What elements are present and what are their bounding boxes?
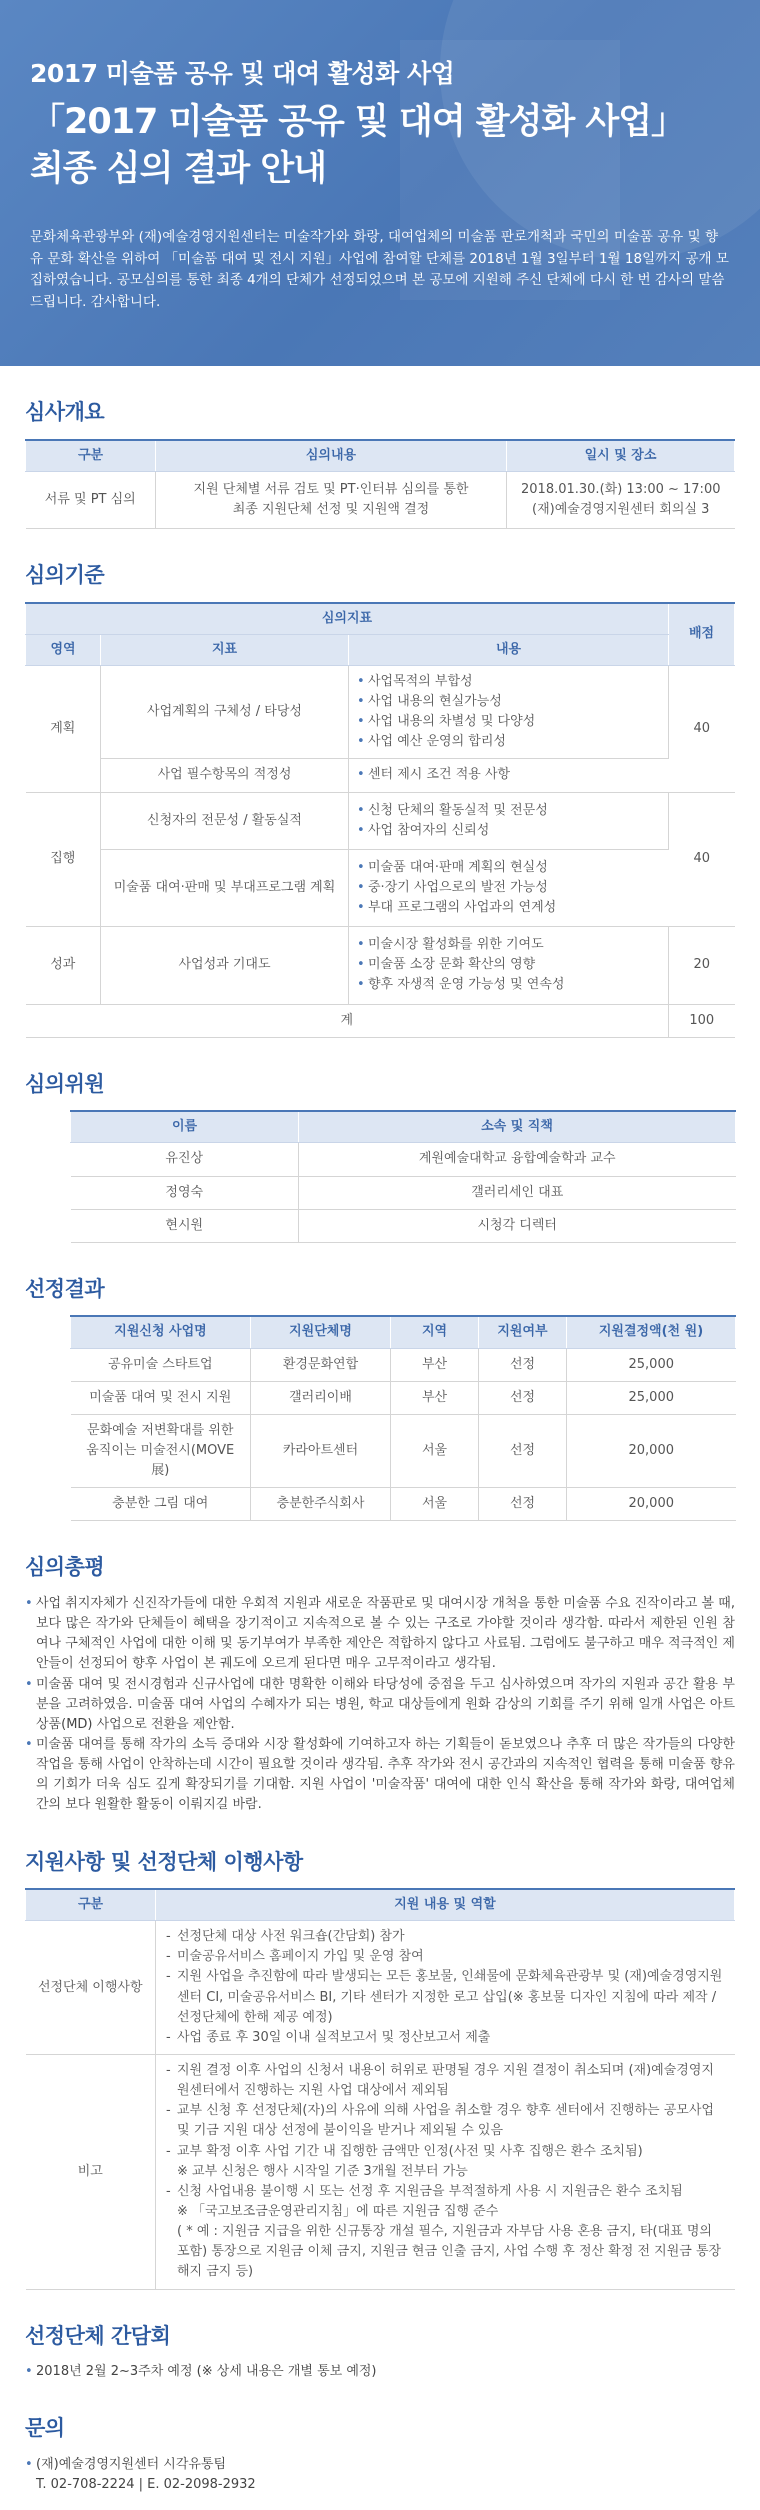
overview-type: 서류 및 PT 심의 bbox=[26, 471, 156, 528]
result-region: 부산 bbox=[391, 1381, 479, 1414]
table-row bbox=[71, 1209, 736, 1242]
table-header: 지원결정액(천 원) bbox=[567, 1316, 736, 1348]
criteria-index: 사업성과 기대도 bbox=[101, 927, 349, 1004]
overview-title: 심사개요 bbox=[25, 400, 105, 424]
table-header: 지원 내용 및 역할 bbox=[156, 1889, 735, 1921]
table-row bbox=[26, 849, 735, 926]
result-project: 공유미술 스타트업 bbox=[71, 1348, 251, 1381]
result-amount: 20,000 bbox=[567, 1414, 736, 1487]
criteria-content: • 센터 제시 조건 적용 사항 bbox=[349, 759, 669, 792]
criteria-area: 계획 bbox=[26, 665, 101, 792]
contact-org: • (재)예술경영지원센터 시각유통팀 bbox=[25, 2455, 735, 2475]
table-header: 지원신청 사업명 bbox=[71, 1316, 251, 1348]
result-org: 충분한주식회사 bbox=[251, 1488, 391, 1521]
committee-name: 현시원 bbox=[71, 1209, 299, 1242]
review-list bbox=[25, 1594, 735, 1816]
overview-table bbox=[25, 439, 735, 529]
table-header: 이름 bbox=[71, 1111, 299, 1143]
table-header: 지표 bbox=[101, 634, 349, 665]
criteria-section bbox=[0, 559, 760, 1038]
table-header: 영역 bbox=[26, 634, 101, 665]
committee-name: 정영숙 bbox=[71, 1176, 299, 1209]
table-row bbox=[71, 1381, 736, 1414]
hero-top-title: 2017 미술품 공유 및 대여 활성화 사업 bbox=[30, 59, 455, 88]
committee-title: 심의위원 bbox=[25, 1071, 105, 1096]
table-header: 심의지표 bbox=[26, 603, 669, 635]
result-project: 문화예술 저변확대를 위한 움직이는 미술전시(MOVE 展) bbox=[71, 1414, 251, 1487]
criteria-index: 사업계획의 구체성 / 타당성 bbox=[101, 665, 349, 759]
table-row bbox=[71, 1176, 736, 1209]
hero-main-title: 「2017 미술품 공유 및 대여 활성화 사업」 최종 심의 결과 안내 bbox=[30, 101, 686, 189]
contact-phone: T. 02-708-2224 | E. 02-2098-2932 bbox=[36, 2476, 256, 2492]
support-table bbox=[25, 1888, 735, 2290]
criteria-score: 40 bbox=[669, 792, 735, 927]
result-org: 갤러리이배 bbox=[251, 1381, 391, 1414]
table-header: 심의내용 bbox=[156, 440, 507, 472]
meeting-section bbox=[0, 2320, 760, 2383]
hero-banner bbox=[0, 0, 760, 366]
support-content: - 선정단체 대상 사전 워크숍(간담회) 참가 - 미술공유서비스 홈페이지 가입 및 운영 참여 - 지원 사업을 추진함에 따라 발생되는 모든 홍보물, 인쇄물에 문화체육관광부 및 (재)예술경영지원센터 CI, 미술공유서비스 BI, 기타 센터가 지정한 로고 삽입(※ 홍보물 디자인 지침에 따라 제작 / 선정단체에 한해 제공 예정) - 사업 종료 후 30일 이내 실적보고서 및 정산보고서 제출 bbox=[156, 1921, 735, 2055]
overview-section bbox=[0, 396, 760, 529]
results-table bbox=[70, 1315, 736, 1521]
meeting-item: • 2018년 2월 2~3주차 예정 (※ 상세 내용은 개별 통보 예정) bbox=[25, 2362, 735, 2382]
criteria-total-label: 계 bbox=[26, 1004, 669, 1037]
support-content: - 지원 결정 이후 사업의 신청서 내용이 허위로 판명될 경우 지원 결정이 취소되며 (재)예술경영지원센터에서 진행하는 지원 사업 대상에서 제외됨 - 교부 신청 후 선정단체(자)의 사유에 의해 사업을 취소할 경우 향후 센터에서 진행하는 공모사업 및 기금 지원 대상 선정에 불이익을 받거나 제외될 수 있음 - 교부 확정 이후 사업 기간 내 집행한 금액만 인정(사전 및 사후 집행은 환수 조치됨) ※ 교부 신청은 행사 시작일 기준 3개월 전부터 가능 - 신청 사업내용 불이행 시 또는 선정 후 지원금을 부적절하게 사용 시 지원금은 환수 조치됨 ※ 「국고보조금운영관리지침」에 따른 지원금 집행 준수 ( * 예 : 지원금 지급을 위한 신규통장 개설 필수, 지원금과 자부담 사용 혼용 금지, 타(대표 명의 포함) 통장으로 지원금 이체 금지, 지원금 현금 인출 금지, 사업 수행 후 정산 확정 전 지원금 통장 해지 금지 등) bbox=[156, 2055, 735, 2290]
result-region: 부산 bbox=[391, 1348, 479, 1381]
criteria-total-score: 100 bbox=[669, 1004, 735, 1037]
result-status: 선정 bbox=[479, 1348, 567, 1381]
table-row bbox=[26, 1004, 735, 1037]
result-amount: 25,000 bbox=[567, 1381, 736, 1414]
review-paragraph: • 미술품 대여를 통해 작가의 소득 증대와 시장 활성화에 기여하고자 하는 기획들이 돋보였으나 추후 더 많은 작가들의 다양한 작업을 통해 사업이 안착하는데 시간이 필요할 것이라 생각됨. 추후 작가와 전시 공간과의 지속적인 협력을 통해 미술품 향유의 기회가 더욱 심도 깊게 확장되기를 기대함. 지원 사업이 '미술작품' 대여에 대한 인식 확산을 통해 작가와 화랑, 대여업체 간의 보다 원활한 활동이 이뤄지길 바람. bbox=[25, 1735, 735, 1816]
result-status: 선정 bbox=[479, 1488, 567, 1521]
table-header: 배점 bbox=[669, 603, 735, 666]
committee-position: 시청각 디렉터 bbox=[299, 1209, 736, 1242]
table-row bbox=[26, 927, 735, 1004]
support-label: 선정단체 이행사항 bbox=[26, 1921, 156, 2055]
support-section bbox=[0, 1846, 760, 2290]
result-amount: 20,000 bbox=[567, 1488, 736, 1521]
table-row bbox=[26, 759, 735, 792]
criteria-index: 미술품 대여·판매 및 부대프로그램 계획 bbox=[101, 849, 349, 926]
table-header: 구분 bbox=[26, 1889, 156, 1921]
table-header: 지역 bbox=[391, 1316, 479, 1348]
criteria-score: 20 bbox=[669, 927, 735, 1004]
committee-name: 유진상 bbox=[71, 1143, 299, 1176]
criteria-area: 성과 bbox=[26, 927, 101, 1004]
review-title: 심의총평 bbox=[25, 1555, 105, 1580]
table-header: 지원여부 bbox=[479, 1316, 567, 1348]
table-header: 일시 및 장소 bbox=[507, 440, 735, 472]
table-row bbox=[26, 471, 735, 528]
table-row bbox=[26, 792, 735, 849]
result-status: 선정 bbox=[479, 1414, 567, 1487]
criteria-index: 신청자의 전문성 / 활동실적 bbox=[101, 792, 349, 849]
result-region: 서울 bbox=[391, 1414, 479, 1487]
results-title: 선정결과 bbox=[25, 1276, 105, 1301]
result-project: 충분한 그림 대여 bbox=[71, 1488, 251, 1521]
criteria-index: 사업 필수항목의 적정성 bbox=[101, 759, 349, 792]
review-paragraph: • 미술품 대여 및 전시경험과 신규사업에 대한 명확한 이해와 타당성에 중점을 두고 심사하였으며 작가의 지원과 공간 활용 부분을 고려하였음. 미술품 대여 사업의 수혜자가 되는 병원, 학교 대상들에게 원화 감상의 기회를 주기 위해 일개 사업은 아트상품(MD) 사업으로 전환을 제안함. bbox=[25, 1675, 735, 1735]
support-label: 비고 bbox=[26, 2055, 156, 2290]
criteria-content: • 신청 단체의 활동실적 및 전문성 • 사업 참여자의 신뢰성 bbox=[349, 792, 669, 849]
table-row bbox=[71, 1348, 736, 1381]
table-row bbox=[26, 2055, 735, 2290]
criteria-title: 심의기준 bbox=[25, 562, 105, 587]
criteria-content: • 미술시장 활성화를 위한 기여도 • 미술품 소장 문화 확산의 영향 • 향후 자생적 운영 가능성 및 연속성 bbox=[349, 927, 669, 1004]
table-row bbox=[26, 1921, 735, 2055]
hero-intro: 문화체육관광부와 (재)예술경영지원센터는 미술작가와 화랑, 대여업체의 미술품 판로개척과 국민의 미술품 공유 및 향유 문화 확산을 위하여 「미술품 대여 및 전시 지원」사업에 참여할 단체를 2018년 1월 3일부터 1월 18일까지 공개 모집하였습니다. 공모심의를 통한 최종 4개의 단체가 선정되었으며 본 공모에 지원해 주신 단체에 다시 한 번 감사의 말씀드립니다. 감사합니다. bbox=[30, 229, 729, 310]
review-paragraph: • 사업 취지자체가 신진작가들에 대한 우회적 지원과 새로운 작품판로 및 대여시장 개척을 통한 미술품 수요 진작이라고 볼 때, 보다 많은 작가와 단체들이 혜택을 장기적이고 지속적으로 볼 수 있는 구조로 가야할 것이라 생각함. 따라서 제한된 인원 참여나 구체적인 사업에 대한 이해 및 동기부여가 부족한 제안은 적합하지 않다고 사료됨. 그럼에도 불구하고 매우 적극적인 제안들이 선정되어 향후 사업이 본 궤도에 오르게 된다면 매우 고무적이라고 생각됨. bbox=[25, 1594, 735, 1675]
contact-title: 문의 bbox=[25, 2416, 65, 2441]
criteria-score: 40 bbox=[669, 665, 735, 792]
contact-section bbox=[0, 2412, 760, 2509]
table-header: 소속 및 직책 bbox=[299, 1111, 736, 1143]
criteria-content: • 사업목적의 부합성 • 사업 내용의 현실가능성 • 사업 내용의 차별성 및 다양성 • 사업 예산 운영의 합리성 bbox=[349, 665, 669, 759]
result-org: 카라아트센터 bbox=[251, 1414, 391, 1487]
overview-content: 지원 단체별 서류 검토 및 PT·인터뷰 심의를 통한 최종 지원단체 선정 및 지원액 결정 bbox=[156, 471, 507, 528]
committee-position: 갤러리세인 대표 bbox=[299, 1176, 736, 1209]
table-header: 지원단체명 bbox=[251, 1316, 391, 1348]
table-header: 구분 bbox=[26, 440, 156, 472]
support-title: 지원사항 및 선정단체 이행사항 bbox=[25, 1849, 303, 1874]
committee-position: 계원예술대학교 융합예술학과 교수 bbox=[299, 1143, 736, 1176]
criteria-area: 집행 bbox=[26, 792, 101, 927]
table-header: 내용 bbox=[349, 634, 669, 665]
meeting-title: 선정단체 간담회 bbox=[25, 2323, 171, 2348]
table-row bbox=[71, 1414, 736, 1487]
committee-section bbox=[0, 1068, 760, 1243]
table-row bbox=[26, 665, 735, 759]
criteria-table bbox=[25, 602, 735, 1038]
result-status: 선정 bbox=[479, 1381, 567, 1414]
table-row bbox=[71, 1143, 736, 1176]
table-row bbox=[71, 1488, 736, 1521]
overview-date-place: 2018.01.30.(화) 13:00 ~ 17:00 (재)예술경영지원센터 회의실 3 bbox=[507, 471, 735, 528]
result-region: 서울 bbox=[391, 1488, 479, 1521]
review-section bbox=[0, 1551, 760, 1815]
criteria-content: • 미술품 대여·판매 계획의 현실성 • 중·장기 사업으로의 발전 가능성 • 부대 프로그램의 사업과의 연계성 bbox=[349, 849, 669, 926]
results-section bbox=[0, 1273, 760, 1522]
committee-table bbox=[70, 1110, 736, 1243]
result-project: 미술품 대여 및 전시 지원 bbox=[71, 1381, 251, 1414]
result-org: 환경문화연합 bbox=[251, 1348, 391, 1381]
result-amount: 25,000 bbox=[567, 1348, 736, 1381]
